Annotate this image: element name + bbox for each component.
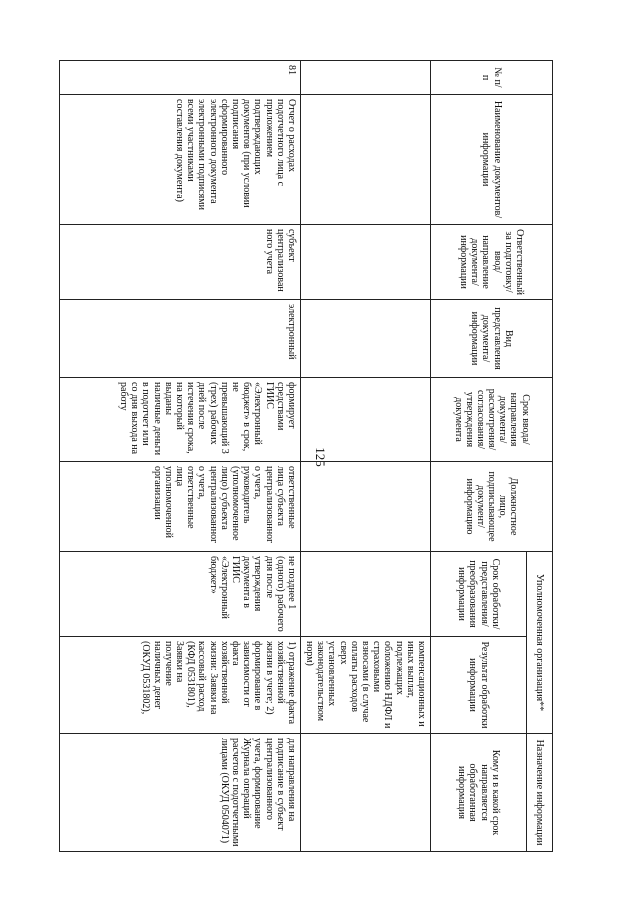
row-purpose-to: для направления на подписание в субъект централизованного учета, формирование Журнала операций расчетов с подотчетными лицами (ОКУД 0504071) <box>60 734 301 852</box>
carry-cell-org-result: компенсационных и иных выплат, подлежащих обложению НДФЛ и страховыми взносами (в случае оплаты расходов сверх установленных законодательством норм) <box>300 637 430 734</box>
row-num: 81 <box>60 61 301 95</box>
row-org-result: 1) отражение факта хозяйственной жизни в учете; 2) формирование в зависимости от факта хозяйственной жизни: Заявки на кассовый расход (КФД 0531801), Заявки на получение наличных денег (ОКУД 0531802), <box>60 637 301 734</box>
header-responsible: Ответственный за подготовку/ ввод/ направление документа/ информации <box>431 225 553 300</box>
carry-cell-name <box>300 95 430 225</box>
rotated-table-wrapper <box>59 60 553 851</box>
carry-cell-form <box>300 300 430 378</box>
header-name: Наименование документов/информации <box>431 95 553 225</box>
carry-over-row <box>300 61 430 852</box>
carry-cell-deadline <box>300 378 430 462</box>
row-form: электронный <box>60 300 301 378</box>
carry-cell-official <box>300 462 430 552</box>
row-official: ответственные лица субъекта централизованного учета, руководитель (уполномоченное лицо) субъекта централизованного учета, ответственные лица уполномоченной организации <box>60 462 301 552</box>
row-org-deadline: не позднее 1 (одного) рабочего дня после утверждения документа в ГИИС «Электронный бюджет» <box>60 552 301 637</box>
carry-cell-purpose <box>300 734 430 852</box>
header-row-1 <box>527 61 553 852</box>
header-form: Вид представления документа/ информации <box>431 300 553 378</box>
header-official: Должностное лицо, подписывающее документ/ информацию <box>431 462 553 552</box>
header-num: № п/п <box>431 61 553 95</box>
header-org-group: Уполномоченная организация** <box>527 552 553 734</box>
header-purpose-to: Кому и в какой срок направляется обработанная информация <box>431 734 527 852</box>
header-org-deadline: Срок обработки/ представления/ преобразования информации <box>431 552 527 637</box>
document-table <box>59 60 553 852</box>
row-responsible: субъект централизованного учета <box>60 225 301 300</box>
header-deadline: Срок ввода/ направления документа/ рассмотрения/ согласования/ утверждения документа <box>431 378 553 462</box>
carry-cell-org-deadline <box>300 552 430 637</box>
row-name: Отчет о расходах подотчетного лица с приложением подтверждающих документов (при условии подписания сформированного электронного документа электронными подписями всеми участниками составления документа) <box>60 95 301 225</box>
carry-cell-num <box>300 61 430 95</box>
header-org-result: Результат обработки информации <box>431 637 527 734</box>
row-deadline: формирует средствами ГИИС «Электронный бюджет» в срок, не превышающий 3 (трех) рабочих дней после истечения срока, на который выданы наличные деньги в подотчет или со дня выхода на работу <box>60 378 301 462</box>
page-number: 125 <box>313 447 328 467</box>
carry-cell-responsible <box>300 225 430 300</box>
header-purpose-group: Назначение информации <box>527 734 553 852</box>
table-row <box>60 61 301 852</box>
